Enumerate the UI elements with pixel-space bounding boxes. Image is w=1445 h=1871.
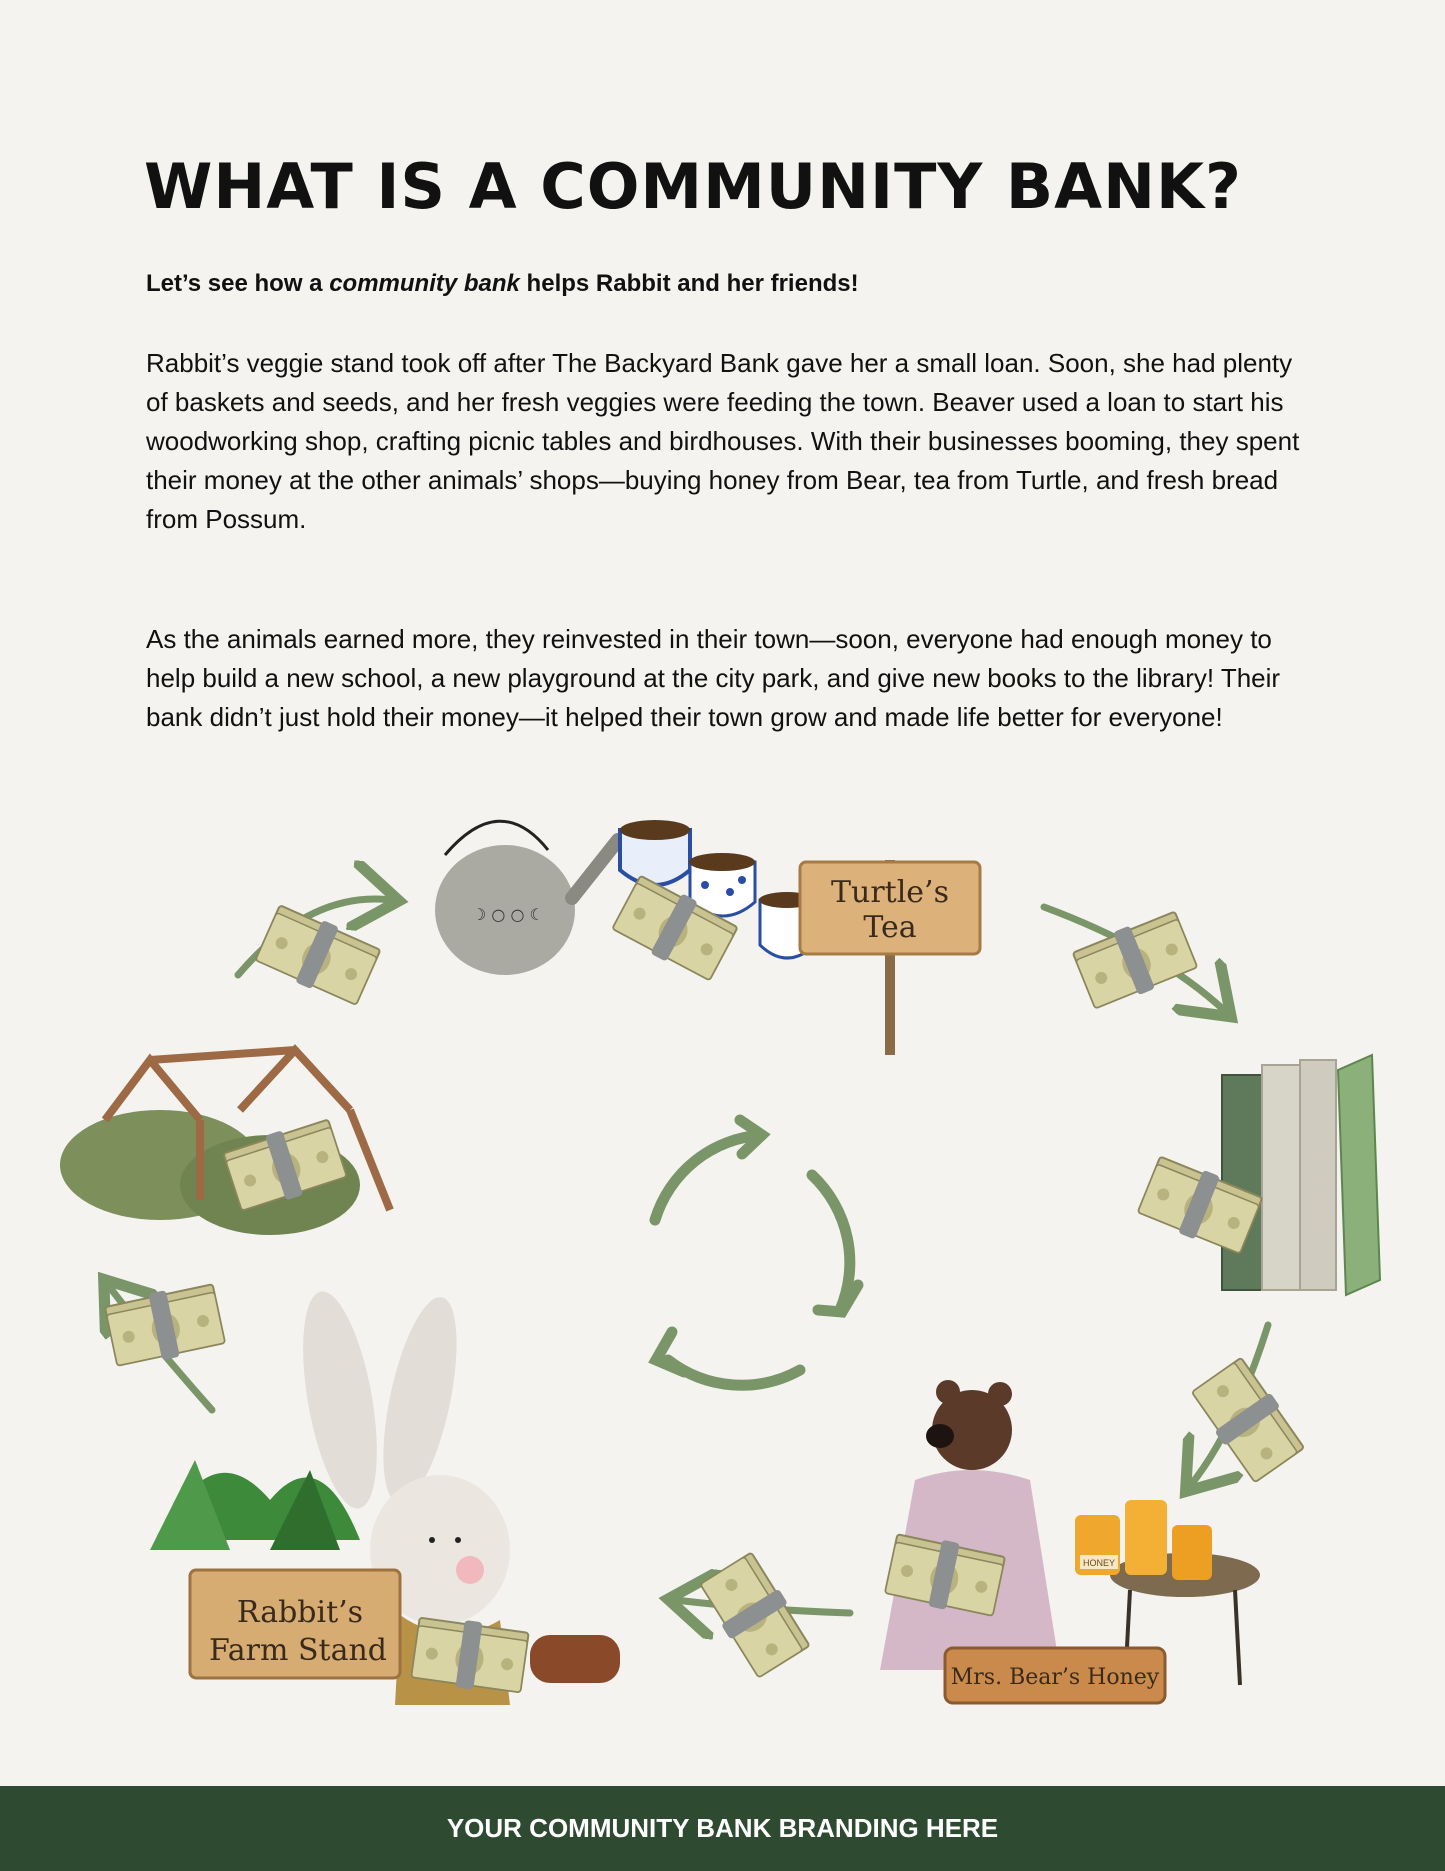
footer-text: YOUR COMMUNITY BANK BRANDING HERE: [446, 1813, 999, 1843]
bear-icon: [880, 1380, 1060, 1670]
money-cycle-illustration: [0, 780, 1445, 1770]
rabbit-sign-line2: Farm Stand: [208, 1633, 388, 1668]
turtle-sign-line1: Turtle’s: [830, 875, 950, 910]
bear-sign-text: Mrs. Bear’s Honey: [950, 1665, 1160, 1690]
money-bundle-icon: [697, 1550, 813, 1679]
svg-text:☽ ○ ○ ☾: ☽ ○ ○ ☾: [472, 905, 544, 924]
books-icon: [1222, 1055, 1380, 1295]
cycle-arrows-icon: [655, 1120, 858, 1385]
bear-honey-sign: [945, 1648, 1165, 1703]
story-paragraph-1: Rabbit’s veggie stand took off after The Backyard Bank gave her a small loan. Soon, she had plenty of baskets and seeds, and her fresh veggies were feeding the town. Beaver used a loan to start his woodworking shop, crafting picnic tables and birdhouses. With their businesses booming, they spent their money at the other animals’ shops—buying honey from Bear, tea from Turtle, and fresh bread from Possum.: [146, 348, 1300, 534]
footer-branding-bar: [0, 1786, 1445, 1871]
turtle-tea-sign: [800, 860, 980, 1055]
rabbit-sign-line1: Rabbit’s: [236, 1595, 364, 1630]
honey-jar-label: HONEY: [1082, 1558, 1116, 1568]
money-bundle-icon: [254, 902, 382, 1009]
intro-line: Let’s see how a community bank helps Rabbit and her friends!: [146, 270, 859, 297]
page-title: WHAT IS A COMMUNITY BANK?: [144, 150, 1243, 223]
story-paragraph-2: As the animals earned more, they reinvested in their town—soon, everyone had enough money to help build a new school, a new playground at the city park, and give new books to the library! Their bank didn’t just hold their money—it helped their town grow and made life better for everyone!: [146, 624, 1281, 732]
money-bundle-icon: [104, 1280, 226, 1369]
turtle-sign-line2: Tea: [863, 910, 917, 945]
intro-emphasis: community bank: [329, 270, 520, 297]
kettle-icon: [435, 821, 618, 975]
playground-icon: [60, 1050, 390, 1235]
